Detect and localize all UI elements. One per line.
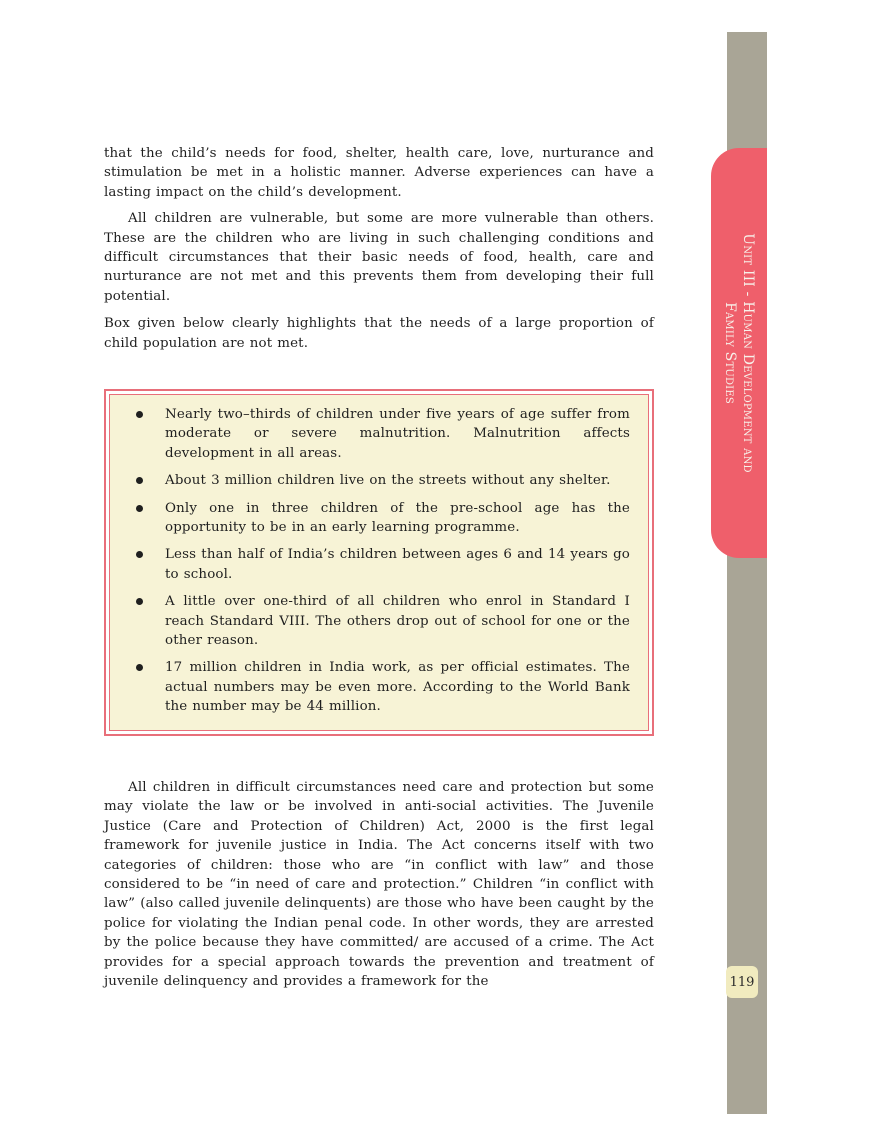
paragraph-2: All children are vulnerable, but some are more vulnerable than others. These are the children who are living in such challenging conditions and difficult circumstances that their basic needs of food, health, care and nurturance are not met and this prevents them from developing their full potential. (104, 211, 654, 304)
unit-tab (711, 148, 767, 558)
unit-title-line2: Family Studies (722, 302, 738, 404)
list-item (130, 658, 630, 716)
bullet-icon (136, 664, 143, 671)
box-bullet-list (130, 405, 630, 717)
list-item-text: A little over one-third of all children who enrol in Standard I reach Standard VIII. The others drop out of school for one or the other reason. (165, 594, 630, 649)
highlight-box (104, 389, 654, 736)
bullet-icon (136, 477, 143, 484)
bullet-icon (136, 598, 143, 605)
list-item-text: Nearly two–thirds of children under five years of age suffer from moderate or severe malnutrition. Malnutrition affects development in all areas. (165, 407, 630, 461)
paragraph-4: All children in difficult circumstances need care and protection but some may violate the law or be involved in anti-social activities. The Juvenile Justice (Care and Protection of Children) Act, 2000 is the first legal framework for juvenile justice in India. The Act concerns itself with two categories of children: those who are “in conflict with law” and those considered to be “in need of care and protection.” Children “in conflict with law” (also called juvenile delinquents) are those who have been caught by the police for violating the Indian penal code. In other words, they are arrested by the police because they have committed/ are accused of a crime. The Act provides for a special approach towards the prevention and treatment of juvenile delinquency and provides a framework for the (104, 780, 654, 990)
page-number: 119 (726, 966, 758, 998)
unit-title-line1: Unit III - Human Development and (740, 233, 756, 473)
list-item (130, 499, 630, 538)
unit-tab-text (711, 148, 767, 558)
paragraph-3: Box given below clearly highlights that the needs of a large proportion of child population are not met. (104, 316, 654, 351)
list-item-text: About 3 million children live on the streets without any shelter. (165, 473, 611, 489)
list-item (130, 471, 630, 490)
list-item (130, 592, 630, 650)
list-item-text: Less than half of India’s children between ages 6 and 14 years go to school. (165, 547, 630, 582)
bullet-icon (136, 411, 143, 418)
bullet-icon (136, 551, 143, 558)
highlight-box-inner (109, 394, 649, 731)
paragraph-1: that the child’s needs for food, shelter, health care, love, nurturance and stimulation be met in a holistic manner. Adverse experiences can have a lasting impact on the child’s development. (104, 146, 654, 200)
list-item (130, 545, 630, 584)
main-text-bottom (104, 778, 654, 991)
list-item-text: 17 million children in India work, as per official estimates. The actual numbers may be even more. According to the World Bank the number may be 44 million. (165, 660, 630, 715)
main-text-top (104, 144, 654, 353)
list-item (130, 405, 630, 463)
list-item-text: Only one in three children of the pre-school age has the opportunity to be in an early learning programme. (165, 500, 630, 536)
unit-title (721, 233, 757, 473)
bullet-icon (136, 505, 143, 512)
